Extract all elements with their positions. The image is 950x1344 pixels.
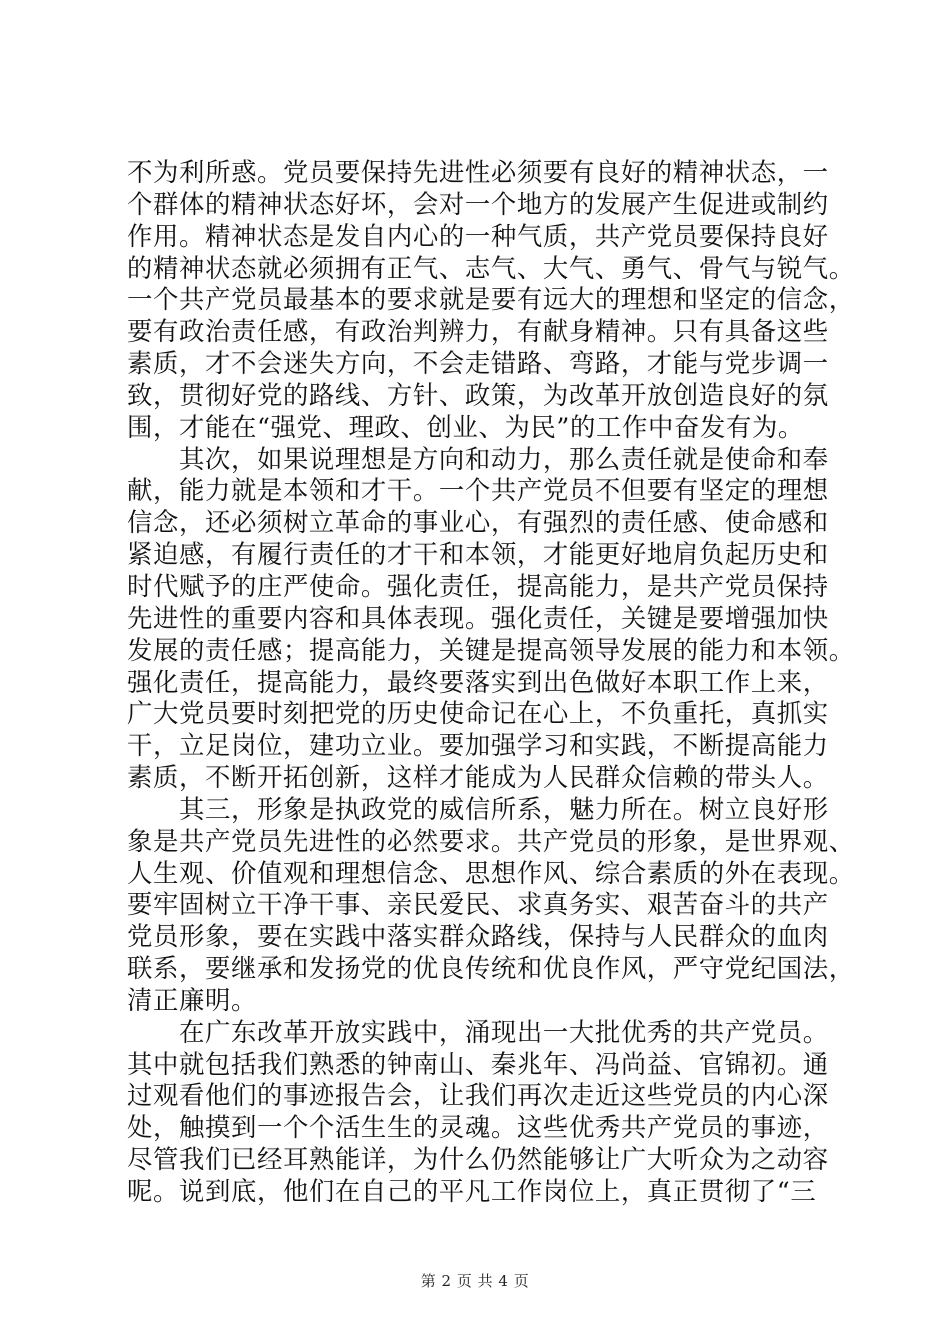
text-line: 素质，才不会迷失方向，不会走错路、弯路，才能与党步调一 [127,348,829,379]
text-line: 过观看他们的事迹报告会，让我们再次走近这些党员的内心深 [127,1080,829,1111]
body-text [127,157,855,1208]
text-line: 围，才能在“强党、理政、创业、为民”的工作中奋发有为。 [127,411,804,442]
text-line: 尽管我们已经耳熟能详，为什么仍然能够让广大听众为之动容 [127,1144,829,1175]
text-line: 要有政治责任感，有政治判辨力，有献身精神。只有具备这些 [127,316,829,347]
text-line: 广大党员要时刻把党的历史使命记在心上，不负重托，真抓实 [127,698,829,729]
text-line: 作用。精神状态是发自内心的一种气质，共产党员要保持良好 [127,220,829,251]
text-line: 发展的责任感；提高能力，关键是提高领导发展的能力和本领。 [127,634,855,665]
text-line: 致，贯彻好党的路线、方针、政策，为改革开放创造良好的氛 [127,379,829,410]
text-line: 个群体的精神状态好坏，会对一个地方的发展产生促进或制约 [127,188,829,219]
text-line: 其三，形象是执政党的威信所系，魅力所在。树立良好形 [127,793,829,824]
text-line: 在广东改革开放实践中，涌现出一大批优秀的共产党员。 [127,1016,829,1047]
text-line: 素质，不断开拓创新，这样才能成为人民群众信赖的带头人。 [127,762,829,793]
text-line: 紧迫感，有履行责任的才干和本领，才能更好地肩负起历史和 [127,539,829,570]
text-line: 人生观、价值观和理想信念、思想作风、综合素质的外在表现。 [127,857,855,888]
text-line: 呢。说到底，他们在自己的平凡工作岗位上，真正贯彻了“三 [127,1176,817,1206]
text-line: 强化责任，提高能力，最终要落实到出色做好本职工作上来， [127,666,829,697]
text-line: 党员形象，要在实践中落实群众路线，保持与人民群众的血肉 [127,921,829,952]
text-line: 先进性的重要内容和具体表现。强化责任，关键是要增强加快 [127,602,829,633]
text-line: 的精神状态就必须拥有正气、志气、大气、勇气、骨气与锐气。 [127,252,855,283]
text-line: 不为利所惑。党员要保持先进性必须要有良好的精神状态，一 [127,157,829,187]
text-line: 一个共产党员最基本的要求就是要有远大的理想和坚定的信念， [127,284,855,315]
text-line: 时代赋予的庄严使命。强化责任，提高能力，是共产党员保持 [127,570,829,601]
text-line: 其次，如果说理想是方向和动力，那么责任就是使命和奉 [127,443,829,474]
text-line: 干，立足岗位，建功立业。要加强学习和实践，不断提高能力 [127,730,829,761]
text-line: 处，触摸到一个个活生生的灵魂。这些优秀共产党员的事迹， [127,1112,829,1143]
text-line: 献，能力就是本领和才干。一个共产党员不但要有坚定的理想 [127,475,829,506]
text-line: 联系，要继承和发扬党的优良传统和优良作风，严守党纪国法， [127,953,855,984]
page-number-footer: 第 2 页 共 4 页 [420,1272,530,1290]
text-line: 要牢固树立干净干事、亲民爱民、求真务实、艰苦奋斗的共产 [127,889,829,920]
text-line: 信念，还必须树立革命的事业心，有强烈的责任感、使命感和 [127,507,829,538]
text-line: 清正廉明。 [127,984,257,1015]
text-line: 象是共产党员先进性的必然要求。共产党员的形象，是世界观、 [127,825,855,856]
text-line: 其中就包括我们熟悉的钟南山、秦兆年、冯尚益、官锦初。通 [127,1048,829,1079]
